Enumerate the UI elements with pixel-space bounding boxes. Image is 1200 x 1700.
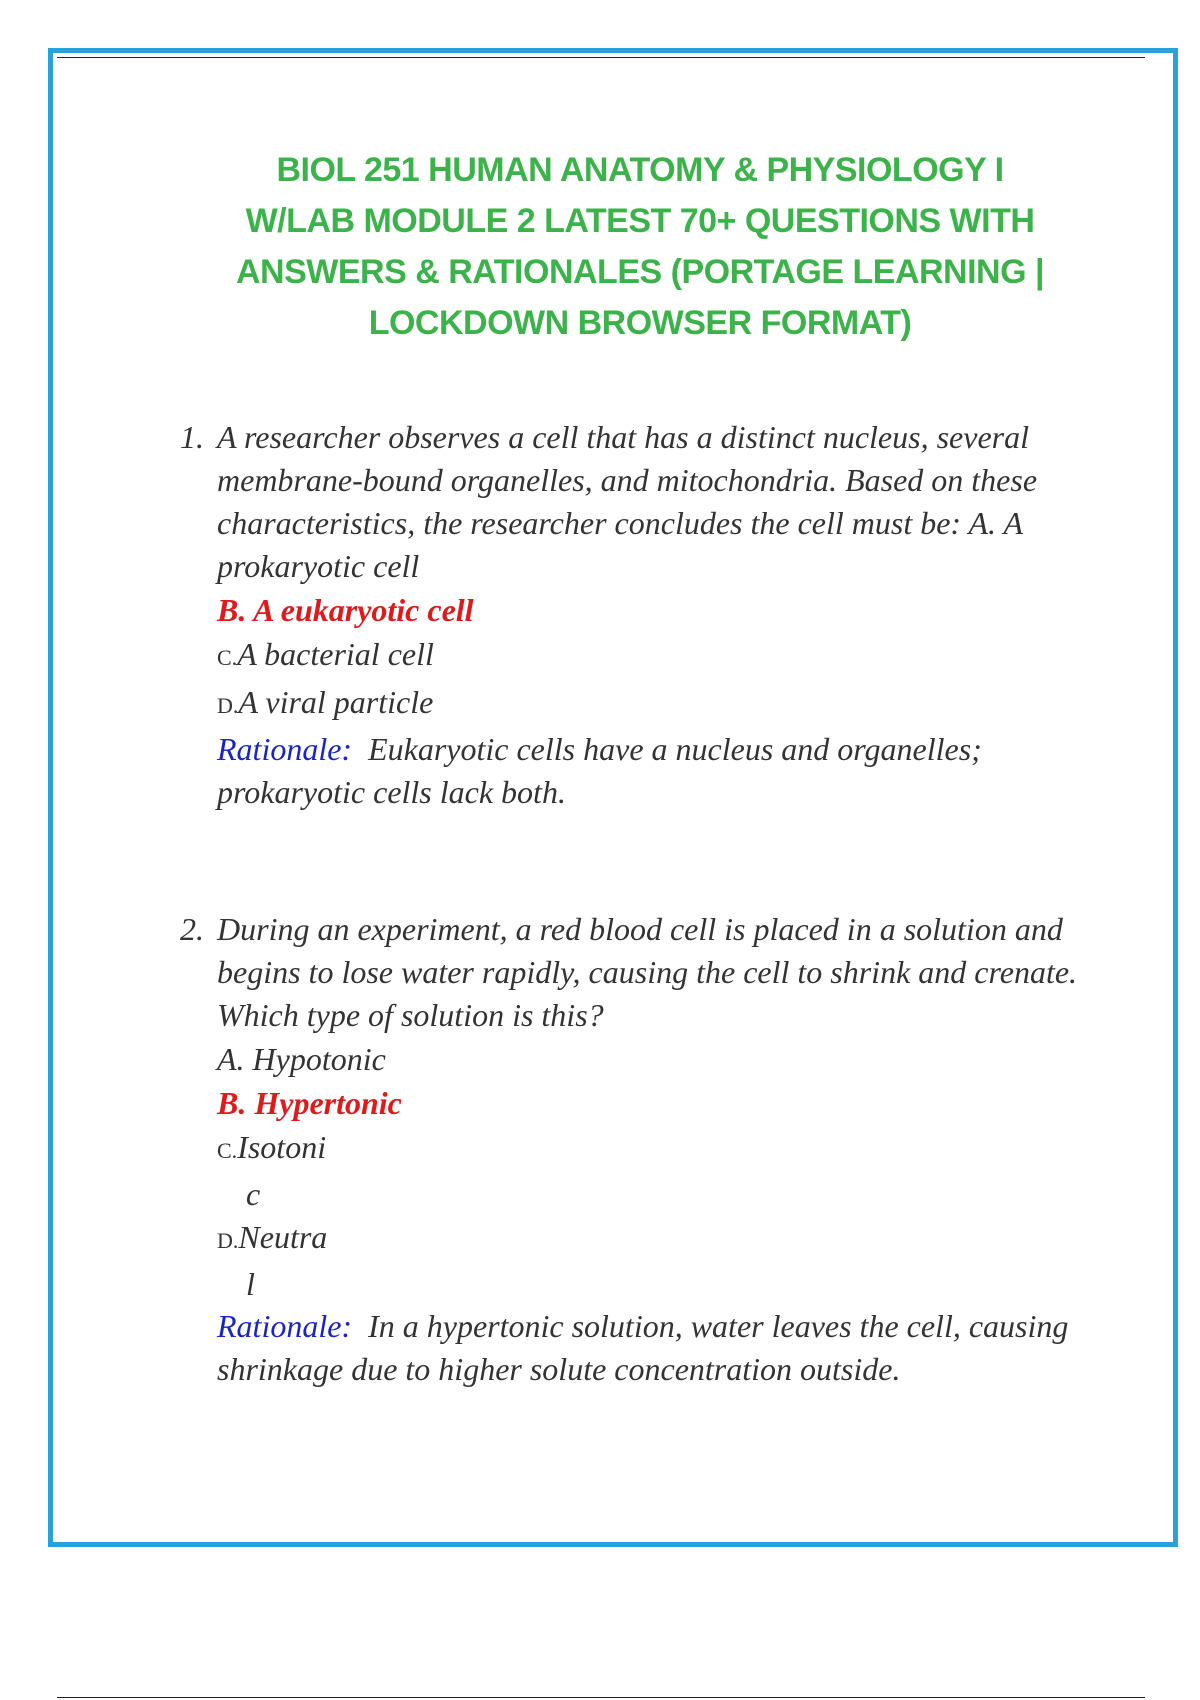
title-line: BIOL 251 HUMAN ANATOMY & PHYSIOLOGY I — [276, 151, 1004, 189]
option-d — [180, 1215, 1100, 1263]
option-letter: B. — [217, 1085, 247, 1121]
option-d-wrap: l — [246, 1266, 255, 1302]
question-text: A researcher observes a cell that has a distinct nucleus, several membrane-bound organelles, and mitochondria. Based on these characteristics, the researcher concludes the cell must be: A. A prokaryotic cell — [217, 419, 1038, 584]
question-2 — [180, 908, 1100, 1391]
option-text: A eukaryotic cell — [253, 592, 474, 628]
question-1 — [180, 416, 1100, 814]
rationale-text: Eukaryotic cells have a nucleus and organelles; prokaryotic cells lack both. — [217, 731, 982, 810]
top-rule — [57, 57, 1145, 58]
option-letter: C. — [217, 645, 238, 670]
title-line: LOCKDOWN BROWSER FORMAT) — [368, 304, 912, 342]
option-b-correct — [180, 1081, 1100, 1125]
option-text: A viral particle — [238, 684, 434, 720]
option-d — [180, 680, 1100, 728]
question-text: During an experiment, a red blood cell is placed in a solution and begins to lose water rapidly, causing the cell to shrink and crenate. Which type of solution is this? — [217, 911, 1078, 1033]
question-stem — [180, 908, 1100, 1037]
rationale-label: Rationale: — [217, 731, 353, 767]
option-letter: C. — [217, 1138, 238, 1163]
option-c — [180, 1125, 1100, 1173]
rationale-label: Rationale: — [217, 1308, 353, 1344]
option-c — [180, 632, 1100, 680]
question-number: 1. — [180, 419, 204, 455]
document-title — [160, 145, 1120, 349]
option-text: Hypotonic — [252, 1041, 386, 1077]
bottom-rule — [57, 1697, 1145, 1698]
option-a — [180, 1037, 1100, 1081]
option-text: Neutra — [238, 1219, 328, 1255]
option-letter: D. — [217, 693, 239, 718]
option-b-correct — [180, 588, 1100, 632]
option-letter: A. — [217, 1041, 245, 1077]
option-c-wrap: c — [246, 1176, 261, 1212]
option-text: A bacterial cell — [237, 636, 434, 672]
title-line: W/LAB MODULE 2 LATEST 70+ QUESTIONS WITH — [245, 202, 1035, 240]
option-text: Isotoni — [237, 1129, 327, 1165]
title-line: ANSWERS & RATIONALES (PORTAGE LEARNING | — [235, 253, 1045, 291]
option-text: Hypertonic — [254, 1085, 402, 1121]
rationale-text: In a hypertonic solution, water leaves the cell, causing shrinkage due to higher solute concentration outside. — [217, 1308, 1069, 1387]
option-letter: B. — [217, 592, 247, 628]
rationale — [180, 728, 1100, 814]
question-number: 2. — [180, 911, 204, 947]
option-letter: D. — [217, 1228, 239, 1253]
question-stem — [180, 416, 1100, 588]
rationale — [180, 1305, 1100, 1391]
